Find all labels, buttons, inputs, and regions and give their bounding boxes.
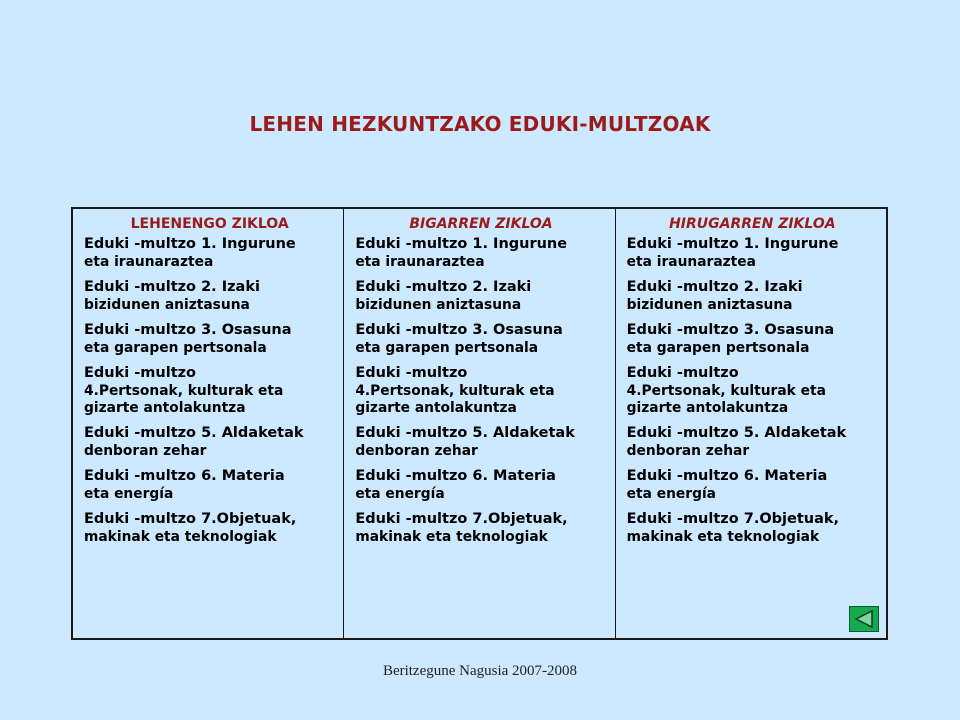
column-second-cycle [343,209,614,638]
list-item: Eduki -multzo 2. Izaki bizidunen aniztasuna [84,279,260,313]
list-item: Eduki -multzo 5. Aldaketak denboran zehar [84,425,304,459]
column-heading: HIRUGARREN ZIKLOA [669,216,836,232]
list-item: Eduki -multzo 4.Pertsonak, kulturak eta gizarte antolakuntza [355,365,555,416]
slide-title: LEHEN HEZKUNTZAKO EDUKI-MULTZOAK [249,112,711,136]
list-item: Eduki -multzo 1. Ingurune eta iraunaraztea [84,236,296,270]
list-item: Eduki -multzo 2. Izaki bizidunen aniztasuna [626,279,803,313]
list-item: Eduki -multzo 2. Izaki bizidunen aniztasuna [355,279,532,313]
column-first-cycle [73,209,343,638]
column-heading: BIGARREN ZIKLOA [409,216,553,232]
list-item: Eduki -multzo 1. Ingurune eta iraunaraztea [355,236,568,270]
list-item: Eduki -multzo 6. Materia eta energía [84,468,285,502]
list-item: Eduki -multzo 6. Materia eta energía [626,468,828,502]
list-item: Eduki -multzo 3. Osasuna eta garapen pertsonala [355,322,563,356]
list-item: Eduki -multzo 7.Objetuak, makinak eta teknologiak [626,511,840,545]
list-item: Eduki -multzo 4.Pertsonak, kulturak eta gizarte antolakuntza [626,365,826,416]
column-third-cycle [615,209,886,638]
list-item: Eduki -multzo 3. Osasuna eta garapen pertsonala [626,322,835,356]
triangle-left-icon [850,607,878,631]
list-item: Eduki -multzo 7.Objetuak, makinak eta teknologiak [84,511,297,545]
list-item: Eduki -multzo 3. Osasuna eta garapen pertsonala [84,322,292,356]
footer-text: Beritzegune Nagusia 2007-2008 [382,663,578,679]
list-item: Eduki -multzo 1. Ingurune eta iraunaraztea [626,236,839,270]
list-item: Eduki -multzo 5. Aldaketak denboran zehar [355,425,575,459]
list-item: Eduki -multzo 7.Objetuak, makinak eta teknologiak [355,511,568,545]
column-heading: LEHENENGO ZIKLOA [130,216,289,232]
cycles-table [71,207,888,640]
list-item: Eduki -multzo 6. Materia eta energía [355,468,556,502]
back-button[interactable] [849,606,879,632]
list-item: Eduki -multzo 5. Aldaketak denboran zehar [626,425,847,459]
list-item: Eduki -multzo 4.Pertsonak, kulturak eta gizarte antolakuntza [84,365,284,416]
